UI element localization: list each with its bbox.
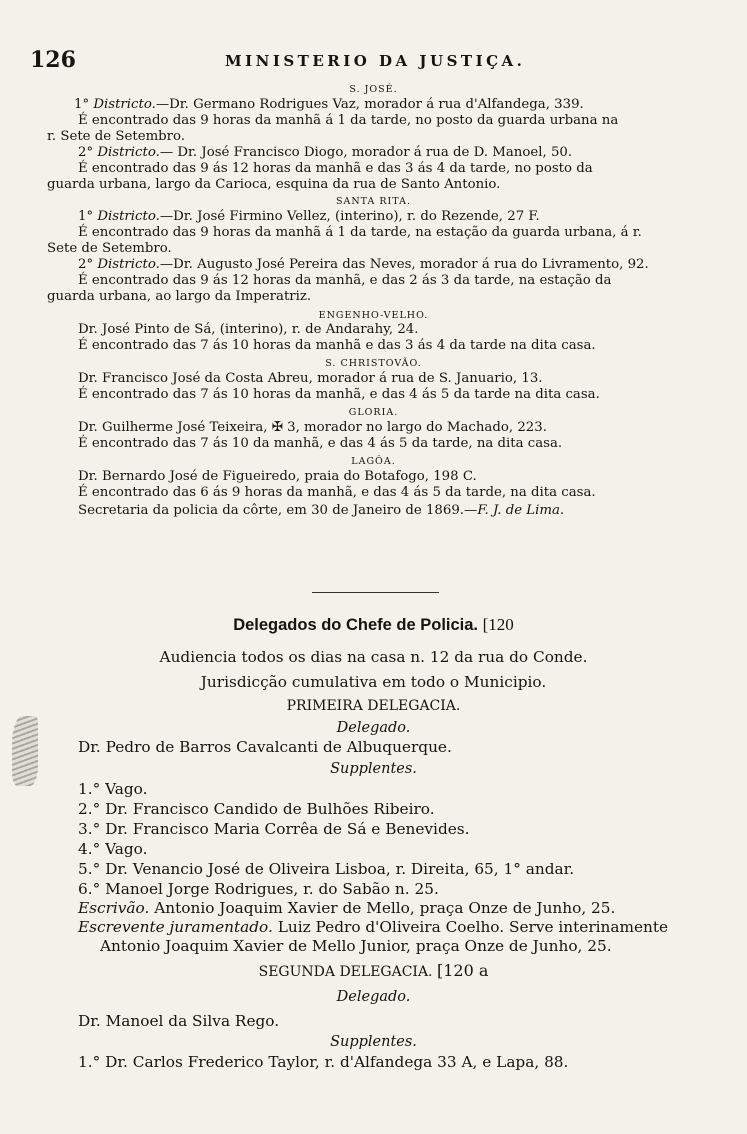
segunda-delegado: Dr. Manoel da Silva Rego. xyxy=(78,1012,280,1030)
segunda-delegacia-heading: SEGUNDA DELEGACIA. [120 a xyxy=(258,961,489,980)
santa-rita-district-2-location: guarda urbana, ao largo da Imperatriz. xyxy=(47,289,312,304)
delegados-title: Delegados do Chefe de Policia. [120 xyxy=(233,615,514,634)
page-number: 126 xyxy=(30,47,76,73)
s-jose-district-1-location: r. Sete de Setembro. xyxy=(47,129,186,144)
escrevente-line: Escrevente juramentado. Luiz Pedro d'Oliveira Coelho. Serve interinamente xyxy=(78,918,669,936)
s-jose-district-2-hours: É encontrado das 9 ás 12 horas da manhã e das 3 ás 4 da tarde, no posto da xyxy=(78,161,593,176)
section-heading-santa-rita: SANTA RITA. xyxy=(336,196,411,207)
santa-rita-district-1: 1° Districto.—Dr. José Firmino Vellez, (interino), r. do Rezende, 27 F. xyxy=(78,209,540,224)
s-jose-district-1: 1° Districto.—Dr. Germano Rodrigues Vaz, morador á rua d'Alfandega, 339. xyxy=(74,97,584,112)
gloria-hours: É encontrado das 7 ás 10 da manhã, e das 4 ás 5 da tarde, na dita casa. xyxy=(78,436,563,451)
santa-rita-district-2-hours: É encontrado das 9 ás 12 horas da manhã, e das 2 ás 3 da tarde, na estação da xyxy=(78,273,612,288)
escrevente-line-2: Antonio Joaquim Xavier de Mello Junior, praça Onze de Junho, 25. xyxy=(100,937,612,955)
s-christovao-official: Dr. Francisco José da Costa Abreu, morador á rua de S. Januario, 13. xyxy=(78,371,543,386)
s-christovao-hours: É encontrado das 7 ás 10 horas da manhã, e das 4 ás 5 da tarde na dita casa. xyxy=(78,387,600,402)
segunda-supplentes-label: Supplentes. xyxy=(330,1034,417,1050)
supplente-1: 1.° Vago. xyxy=(78,780,148,798)
santa-rita-district-1-location: Sete de Setembro. xyxy=(47,241,172,256)
running-head: MINISTERIO DA JUSTIÇA. xyxy=(225,52,526,70)
gloria-official: Dr. Guilherme José Teixeira, ✠ 3, morador no largo do Machado, 223. xyxy=(78,420,547,435)
santa-rita-district-1-hours: É encontrado das 9 horas da manhã á 1 da tarde, na estação da guarda urbana, á r. xyxy=(78,225,642,240)
section-heading-lagoa: LAGÔA. xyxy=(351,456,396,467)
engenho-velho-hours: É encontrado das 7 ás 10 horas da manhã e das 3 ás 4 da tarde na dita casa. xyxy=(78,338,596,353)
primeira-delegacia-heading: PRIMEIRA DELEGACIA. xyxy=(286,698,461,714)
escrivao-line: Escrivão. Antonio Joaquim Xavier de Mello, praça Onze de Junho, 25. xyxy=(78,899,616,917)
section-separator xyxy=(312,592,439,593)
section-heading-engenho-velho: ENGENHO-VELHO. xyxy=(318,310,429,321)
supplente-5: 5.° Dr. Venancio José de Oliveira Lisboa, r. Direita, 65, 1° andar. xyxy=(78,860,575,878)
section-heading-s-jose: S. JOSÉ. xyxy=(349,84,398,95)
s-jose-district-1-hours: É encontrado das 9 horas da manhã á 1 da tarde, no posto da guarda urbana na xyxy=(78,113,619,128)
section-heading-gloria: GLORIA. xyxy=(348,407,399,418)
delegados-audiencia: Audiencia todos os dias na casa n. 12 da rua do Conde. xyxy=(159,648,588,666)
segunda-supplente-1: 1.° Dr. Carlos Frederico Taylor, r. d'Alfandega 33 A, e Lapa, 88. xyxy=(78,1053,569,1071)
section-heading-s-christovao: S. CHRISTOVÃO. xyxy=(325,358,422,369)
supplente-2: 2.° Dr. Francisco Candido de Bulhões Ribeiro. xyxy=(78,800,435,818)
engenho-velho-official: Dr. José Pinto de Sá, (interino), r. de Andarahy, 24. xyxy=(78,322,419,337)
supplente-6: 6.° Manoel Jorge Rodrigues, r. do Sabão n. 25. xyxy=(78,880,439,898)
primeira-supplentes-label: Supplentes. xyxy=(330,761,417,777)
signature-line: Secretaria da policia da côrte, em 30 de Janeiro de 1869.—F. J. de Lima. xyxy=(78,503,565,518)
delegados-jurisdiccao: Jurisdicção cumulativa em todo o Municipio. xyxy=(200,673,547,691)
lagoa-official: Dr. Bernardo José de Figueiredo, praia do Botafogo, 198 C. xyxy=(78,469,477,484)
s-jose-district-2-location: guarda urbana, largo da Carioca, esquina da rua de Santo Antonio. xyxy=(47,177,501,192)
segunda-delegado-label: Delegado. xyxy=(336,989,411,1005)
supplente-4: 4.° Vago. xyxy=(78,840,148,858)
primeira-delegado-label: Delegado. xyxy=(336,720,411,736)
supplente-3: 3.° Dr. Francisco Maria Corrêa de Sá e Benevides. xyxy=(78,820,470,838)
lagoa-hours: É encontrado das 6 ás 9 horas da manhã, e das 4 ás 5 da tarde, na dita casa. xyxy=(78,485,596,500)
s-jose-district-2: 2° Districto.— Dr. José Francisco Diogo, morador á rua de D. Manoel, 50. xyxy=(78,145,573,160)
primeira-delegado: Dr. Pedro de Barros Cavalcanti de Albuquerque. xyxy=(78,738,452,756)
santa-rita-district-2: 2° Districto.—Dr. Augusto José Pereira das Neves, morador á rua do Livramento, 92. xyxy=(78,257,649,272)
